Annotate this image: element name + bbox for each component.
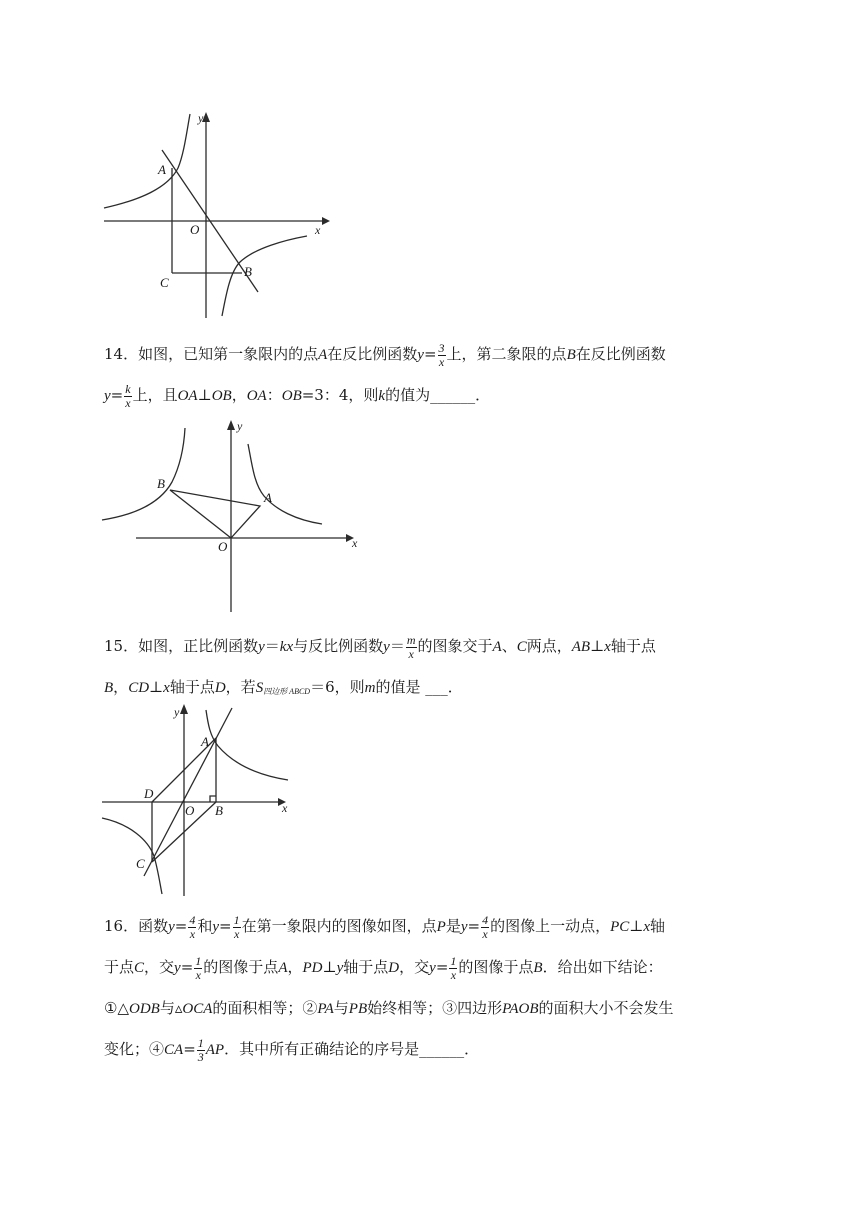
text: 在反比例函数 bbox=[327, 345, 418, 363]
var: y bbox=[258, 639, 265, 655]
var: x bbox=[163, 680, 170, 696]
fraction-m-over-x bbox=[406, 634, 417, 661]
figure-q14 bbox=[100, 416, 370, 616]
conclusion-2: 的面积相等；② bbox=[212, 999, 318, 1017]
text: 如图，已知第一象限内的点 bbox=[138, 345, 319, 363]
text: 在第一象限内的图像如图，点 bbox=[241, 917, 437, 935]
text: 的图像上一动点， bbox=[490, 917, 611, 935]
text: ＝6，则 bbox=[310, 678, 365, 696]
text: ： bbox=[266, 386, 282, 404]
text: 在反比例函数 bbox=[575, 345, 666, 363]
equals: = bbox=[183, 1040, 196, 1058]
numerator: 3 bbox=[438, 340, 445, 355]
figure-q13 bbox=[100, 110, 330, 320]
text: ，若 bbox=[225, 678, 256, 696]
numerator: k bbox=[125, 381, 131, 396]
var: y bbox=[429, 960, 436, 976]
var: y bbox=[460, 919, 468, 935]
figure-q14-svg bbox=[100, 416, 370, 616]
fraction-4-over-x bbox=[188, 914, 196, 941]
text: 和 bbox=[197, 917, 213, 935]
equals: ＝ bbox=[389, 637, 405, 655]
text: 两点， bbox=[526, 637, 572, 655]
text: =3：4，则 bbox=[301, 386, 379, 404]
point-C: C bbox=[516, 639, 527, 655]
hyperbola-branch-lower-right bbox=[222, 236, 307, 316]
var: y bbox=[168, 919, 175, 935]
text: 的图象交于 bbox=[417, 637, 493, 655]
point-A: A bbox=[492, 639, 502, 655]
label-C: C bbox=[136, 856, 145, 871]
fraction-4-over-x bbox=[481, 914, 489, 941]
fraction-1-over-3 bbox=[197, 1037, 205, 1064]
answer-blank: 的值是 ___． bbox=[375, 678, 463, 696]
label-x: x bbox=[352, 536, 358, 550]
label-B: B bbox=[157, 476, 165, 491]
label-y: y bbox=[237, 419, 243, 433]
var: OA bbox=[246, 388, 267, 404]
fraction-1-over-x bbox=[233, 914, 241, 941]
var: OB bbox=[281, 388, 302, 404]
text: 轴 bbox=[650, 917, 666, 935]
numerator: 4 bbox=[189, 912, 196, 927]
denominator: x bbox=[125, 395, 131, 410]
question-16: 16．函数y= $\frac{4}{x}$ 和y= $\frac{1}{x}$ 在第一象限内的图像如图，点P是y= $\frac{4}{x}$ 的图像上一动点，PC⊥x轴 于点C，交y= $\frac{1}{x}$ 的图像于点A，PD⊥y轴于点D，交y= $\frac{1}{x}$ 的图像于点B．给出如下结论： ①△ODB与▵OCA的面积相等；②PA与PB始终相等；③四边形PAOB的面积大小不会发生 变化；④CA= $\frac{1}{3}$ AP．其中所有正确结论的序号是______． bbox=[104, 912, 674, 1064]
segment-PD: PD bbox=[302, 960, 323, 976]
var: y bbox=[417, 347, 424, 363]
perp: ⊥ bbox=[149, 678, 164, 696]
label-A: A bbox=[264, 490, 272, 505]
question-number: 14． bbox=[104, 345, 139, 363]
quadrilateral-PAOB: PAOB bbox=[502, 1001, 539, 1017]
fraction-1-over-x bbox=[449, 955, 457, 982]
point-P: P bbox=[436, 919, 446, 935]
point-D: D bbox=[388, 960, 400, 976]
text: ，交 bbox=[144, 958, 175, 976]
perp: ⊥ bbox=[629, 917, 644, 935]
text: 与 bbox=[159, 999, 175, 1017]
var: y bbox=[336, 960, 344, 976]
var: x bbox=[643, 919, 651, 935]
hyperbola-branch-first-quadrant bbox=[206, 710, 288, 780]
var-k: k bbox=[378, 388, 386, 404]
point-D: D bbox=[214, 680, 226, 696]
text: 的图像于点 bbox=[203, 958, 279, 976]
line-y-equals-kx bbox=[144, 708, 232, 876]
text: ， bbox=[231, 386, 247, 404]
denominator: x bbox=[233, 926, 240, 941]
label-A: A bbox=[201, 734, 209, 749]
label-B: B bbox=[244, 264, 252, 279]
triangle-OAB bbox=[170, 490, 260, 538]
text: 的图像于点 bbox=[458, 958, 534, 976]
text: 与反比例函数 bbox=[293, 637, 384, 655]
text: 轴于点 bbox=[610, 637, 656, 655]
segment-AB: AB bbox=[571, 639, 591, 655]
text: ， bbox=[287, 958, 303, 976]
y-axis-arrow bbox=[180, 704, 188, 714]
answer-blank: 的值为______． bbox=[385, 386, 491, 404]
numerator: 1 bbox=[450, 953, 457, 968]
denominator: 3 bbox=[197, 1049, 204, 1064]
hyperbola-branch-second-quadrant bbox=[102, 428, 185, 520]
label-y: y bbox=[198, 111, 204, 125]
point-C: C bbox=[134, 960, 145, 976]
text: 的面积大小不会发生 bbox=[538, 999, 674, 1017]
label-O: O bbox=[190, 222, 200, 237]
point-B: B bbox=[566, 347, 576, 363]
hyperbola-branch-first-quadrant bbox=[248, 444, 322, 524]
figure-q15 bbox=[100, 700, 300, 900]
denominator: x bbox=[195, 967, 201, 982]
var-m: m bbox=[364, 680, 376, 696]
fraction-k-over-x bbox=[124, 383, 131, 410]
var: y bbox=[212, 919, 220, 935]
condition-perpendicular: OA⊥OB bbox=[177, 388, 232, 404]
conclusion-3: 始终相等；③四边形 bbox=[367, 999, 503, 1017]
label-y: y bbox=[174, 705, 180, 719]
denominator: x bbox=[408, 646, 414, 661]
label-B: B bbox=[215, 803, 223, 818]
denominator: x bbox=[450, 967, 457, 982]
triangle-ODB: ODB bbox=[128, 1001, 160, 1017]
text: 、 bbox=[501, 637, 517, 655]
hyperbola-branch-upper-left bbox=[104, 114, 190, 208]
text: 轴于点 bbox=[343, 958, 389, 976]
figure-q13-svg bbox=[100, 110, 330, 320]
text: 如图，正比例函数 bbox=[138, 637, 259, 655]
equals: ＝ bbox=[264, 637, 280, 655]
numerator: 1 bbox=[233, 912, 240, 927]
y-axis-arrow bbox=[227, 420, 235, 430]
text: 上，第二象限的点 bbox=[446, 345, 567, 363]
point-B: B bbox=[533, 960, 543, 976]
segment-PA: PA bbox=[317, 1001, 334, 1017]
var: y bbox=[383, 639, 390, 655]
perp: ⊥ bbox=[322, 958, 337, 976]
segment-PB: PB bbox=[348, 1001, 368, 1017]
area-subscript: 四边形 ABCD bbox=[263, 687, 311, 696]
text: 是 bbox=[445, 917, 461, 935]
answer-blank: ．其中所有正确结论的序号是______． bbox=[224, 1040, 480, 1058]
text: 轴于点 bbox=[169, 678, 215, 696]
question-14: 14．如图，已知第一象限内的点A在反比例函数y= $\frac{3}{x}$ 上，第二象限的点B在反比例函数 y= $\frac{k}{x}$ 上，且OA⊥OB，OA：OB=3：4，则k的值为______． bbox=[104, 340, 666, 410]
conclusion-4: 变化；④ bbox=[104, 1040, 165, 1058]
question-number: 16． bbox=[104, 917, 139, 935]
label-O: O bbox=[185, 803, 195, 818]
fraction-3-over-x bbox=[438, 342, 446, 369]
denominator: x bbox=[189, 926, 196, 941]
conclusion-1: ①△ bbox=[104, 999, 129, 1017]
text: ， bbox=[113, 678, 129, 696]
fraction-1-over-x bbox=[194, 955, 202, 982]
segment-AP: AP bbox=[205, 1042, 225, 1058]
point-A: A bbox=[318, 347, 328, 363]
text: ．给出如下结论： bbox=[542, 958, 663, 976]
denominator: x bbox=[482, 926, 488, 941]
point-B: B bbox=[104, 680, 114, 696]
segment-CD: CD bbox=[128, 680, 150, 696]
label-D: D bbox=[144, 786, 154, 801]
text: ，交 bbox=[399, 958, 430, 976]
numerator: 1 bbox=[195, 953, 202, 968]
numerator: 4 bbox=[482, 912, 489, 927]
var: y bbox=[174, 960, 181, 976]
numerator: 1 bbox=[197, 1035, 204, 1050]
numerator: m bbox=[406, 632, 416, 647]
label-x: x bbox=[282, 801, 288, 815]
triangle-OCA: ▵OCA bbox=[174, 1001, 213, 1017]
right-angle-marker bbox=[210, 796, 216, 802]
x-axis-arrow bbox=[322, 217, 330, 225]
label-C: C bbox=[160, 275, 169, 290]
area-S: S bbox=[255, 680, 264, 696]
text: 与 bbox=[333, 999, 349, 1017]
label-O: O bbox=[218, 539, 228, 554]
text: 函数 bbox=[138, 917, 169, 935]
var: x bbox=[604, 639, 611, 655]
question-number: 15． bbox=[104, 637, 139, 655]
label-x: x bbox=[315, 223, 321, 237]
label-A: A bbox=[158, 162, 166, 177]
text: 上，且 bbox=[132, 386, 178, 404]
segment-CA: CA bbox=[164, 1042, 184, 1058]
denominator: x bbox=[438, 354, 445, 369]
var: kx bbox=[279, 639, 294, 655]
text: 于点 bbox=[104, 958, 135, 976]
point-A: A bbox=[278, 960, 288, 976]
hyperbola-branch-third-quadrant bbox=[102, 818, 162, 894]
perp: ⊥ bbox=[590, 637, 605, 655]
var: y bbox=[104, 388, 111, 404]
figure-q15-svg bbox=[100, 700, 300, 900]
segment-PC: PC bbox=[610, 919, 630, 935]
